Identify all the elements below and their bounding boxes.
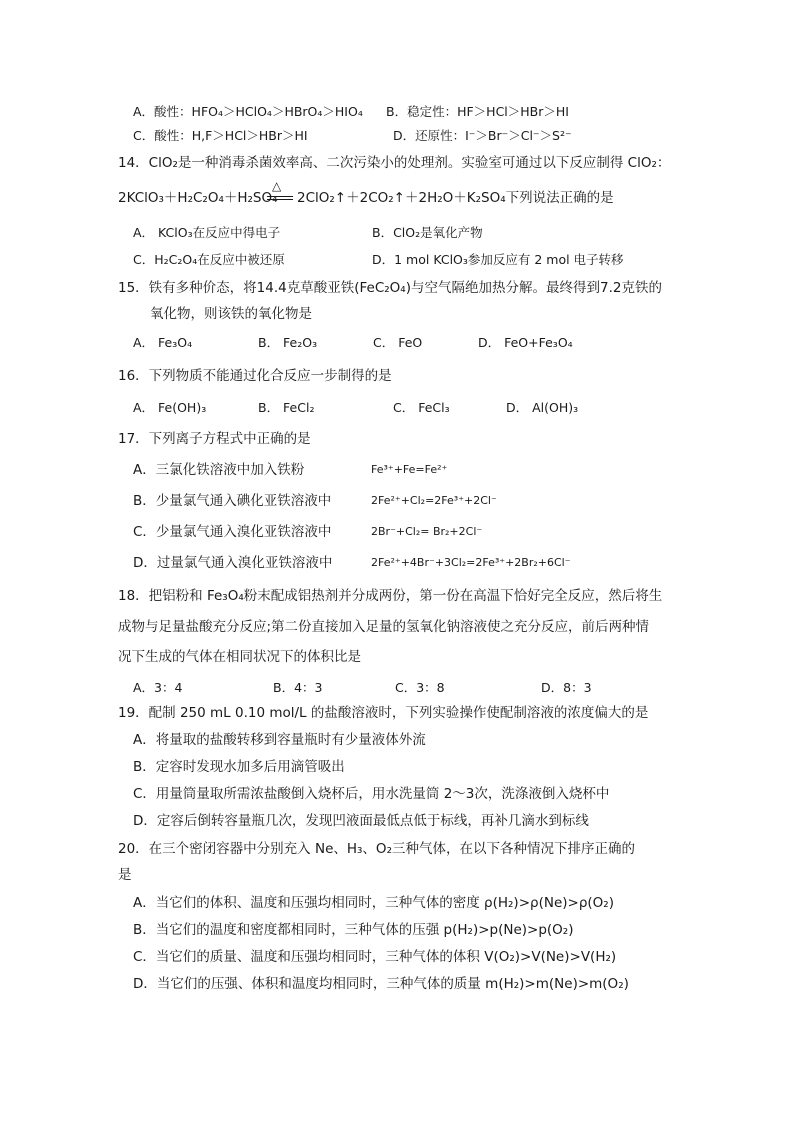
q16-option-d: D． Al(OH)₃ <box>506 400 579 415</box>
q17-option-d-eq: 2Fe²⁺+4Br⁻+3Cl₂=2Fe³⁺+2Br₂+6Cl⁻ <box>371 556 571 569</box>
q18-stem-cont2: 况下生成的气体在相同状况下的体积比是 <box>118 649 361 665</box>
q15-option-d: D． FeO+Fe₃O₄ <box>478 335 573 350</box>
q15-stem-cont: 氧化物，则该铁的氧化物是 <box>150 306 312 322</box>
q20-stem: 20．在三个密闭容器中分别充入 Ne、H₃、O₂三种气体，在以下各种情况下排序正确的 <box>118 841 635 857</box>
q17-option-a-eq: Fe³⁺+Fe=Fe²⁺ <box>371 463 448 476</box>
q17-option-b-eq: 2Fe²⁺+Cl₂=2Fe³⁺+2Cl⁻ <box>371 494 497 507</box>
q17-option-c-text: C．少量氯气通入溴化亚铁溶液中 <box>133 524 332 540</box>
q20-option-c: C．当它们的质量、温度和压强均相同时，三种气体的体积 V(O₂)>V(Ne)>V(H₂) <box>133 949 617 965</box>
q16-option-a: A． Fe(OH)₃ <box>133 400 207 415</box>
q13-option-a: A．酸性：HFO₄＞HClO₄＞HBrO₄＞HIO₄ <box>133 104 363 119</box>
q15-option-a: A． Fe₃O₄ <box>133 335 193 350</box>
q18-stem: 18．把铝粉和 Fe₃O₄粉末配成铝热剂并分成两份，第一份在高温下恰好完全反应，然后将生 <box>118 588 663 604</box>
q16-stem: 16．下列物质不能通过化合反应一步制得的是 <box>118 368 392 384</box>
q20-stem-cont: 是 <box>118 867 132 883</box>
q16-option-c: C． FeCl₃ <box>393 400 450 415</box>
q17-option-c-eq: 2Br⁻+Cl₂= Br₂+2Cl⁻ <box>371 525 483 538</box>
q19-stem: 19．配制 250 mL 0.10 mol/L 的盐酸溶液时，下列实验操作使配制溶液的浓度偏大的是 <box>118 705 649 721</box>
q14-option-c: C．H₂C₂O₄在反应中被还原 <box>133 252 285 267</box>
q14-option-d: D．1 mol KClO₃参加反应有 2 mol 电子转移 <box>372 252 624 267</box>
q13-option-d: D．还原性：I⁻＞Br⁻＞Cl⁻＞S²⁻ <box>393 128 572 143</box>
q15-option-c: C． FeO <box>373 335 423 350</box>
q16-option-b: B． FeCl₂ <box>258 400 315 415</box>
q14-equation-right: 2ClO₂↑＋2CO₂↑＋2H₂O＋K₂SO₄下列说法正确的是 <box>297 190 614 206</box>
q14-option-a: A． KClO₃在反应中得电子 <box>133 225 281 240</box>
q13-option-c: C．酸性：H,F＞HCl＞HBr＞HI <box>133 128 308 143</box>
q14-equation-left: 2KClO₃＋H₂C₂O₄＋H₂SO₄ <box>118 190 278 206</box>
q20-option-a: A．当它们的体积、温度和压强均相同时，三种气体的密度 ρ(H₂)>ρ(Ne)>ρ(O₂) <box>133 895 614 911</box>
q19-option-a: A．将量取的盐酸转移到容量瓶时有少量液体外流 <box>133 732 426 748</box>
q14-option-b: B．ClO₂是氧化产物 <box>372 225 483 240</box>
q14-stem: 14．ClO₂是一种消毒杀菌效率高、二次污染小的处理剂。实验室可通过以下反应制得 ClO₂： <box>118 155 671 171</box>
q18-option-a: A．3：4 <box>133 680 183 695</box>
q18-option-c: C．3：8 <box>395 680 445 695</box>
q18-stem-cont: 成物与足量盐酸充分反应;第二份直接加入足量的氢氧化钠溶液使之充分反应，前后两种情 <box>118 619 650 635</box>
q18-option-b: B．4：3 <box>273 680 323 695</box>
q15-stem: 15．铁有多种价态，将14.4克草酸亚铁(FeC₂O₄)与空气隔绝加热分解。最终得到7.2克铁的 <box>118 280 662 296</box>
q19-option-c: C．用量筒量取所需浓盐酸倒入烧杯后，用水洗量筒 2～3次，洗涤液倒入烧杯中 <box>133 786 610 802</box>
q18-option-d: D．8：3 <box>541 680 592 695</box>
q20-option-d: D．当它们的压强、体积和温度均相同时，三种气体的质量 m(H₂)>m(Ne)>m(O₂) <box>133 976 629 992</box>
q17-stem: 17．下列离子方程式中正确的是 <box>118 431 311 447</box>
q19-option-b: B．定容时发现水加多后用滴管吸出 <box>133 759 345 775</box>
q15-option-b: B． Fe₂O₃ <box>258 335 318 350</box>
q17-option-d-text: D．过量氯气通入溴化亚铁溶液中 <box>133 555 333 571</box>
q13-option-b: B．稳定性：HF＞HCl＞HBr＞HI <box>386 104 569 119</box>
heat-triangle-icon: △ <box>272 179 282 193</box>
q19-option-d: D．定容后倒转容量瓶几次，发现凹液面最低点低于标线，再补几滴水到标线 <box>133 813 589 829</box>
q17-option-b-text: B．少量氯气通入碘化亚铁溶液中 <box>133 493 332 509</box>
q17-option-a-text: A．三氯化铁溶液中加入铁粉 <box>133 462 305 478</box>
q20-option-b: B．当它们的温度和密度都相同时，三种气体的压强 p(H₂)>p(Ne)>p(O₂) <box>133 922 574 938</box>
